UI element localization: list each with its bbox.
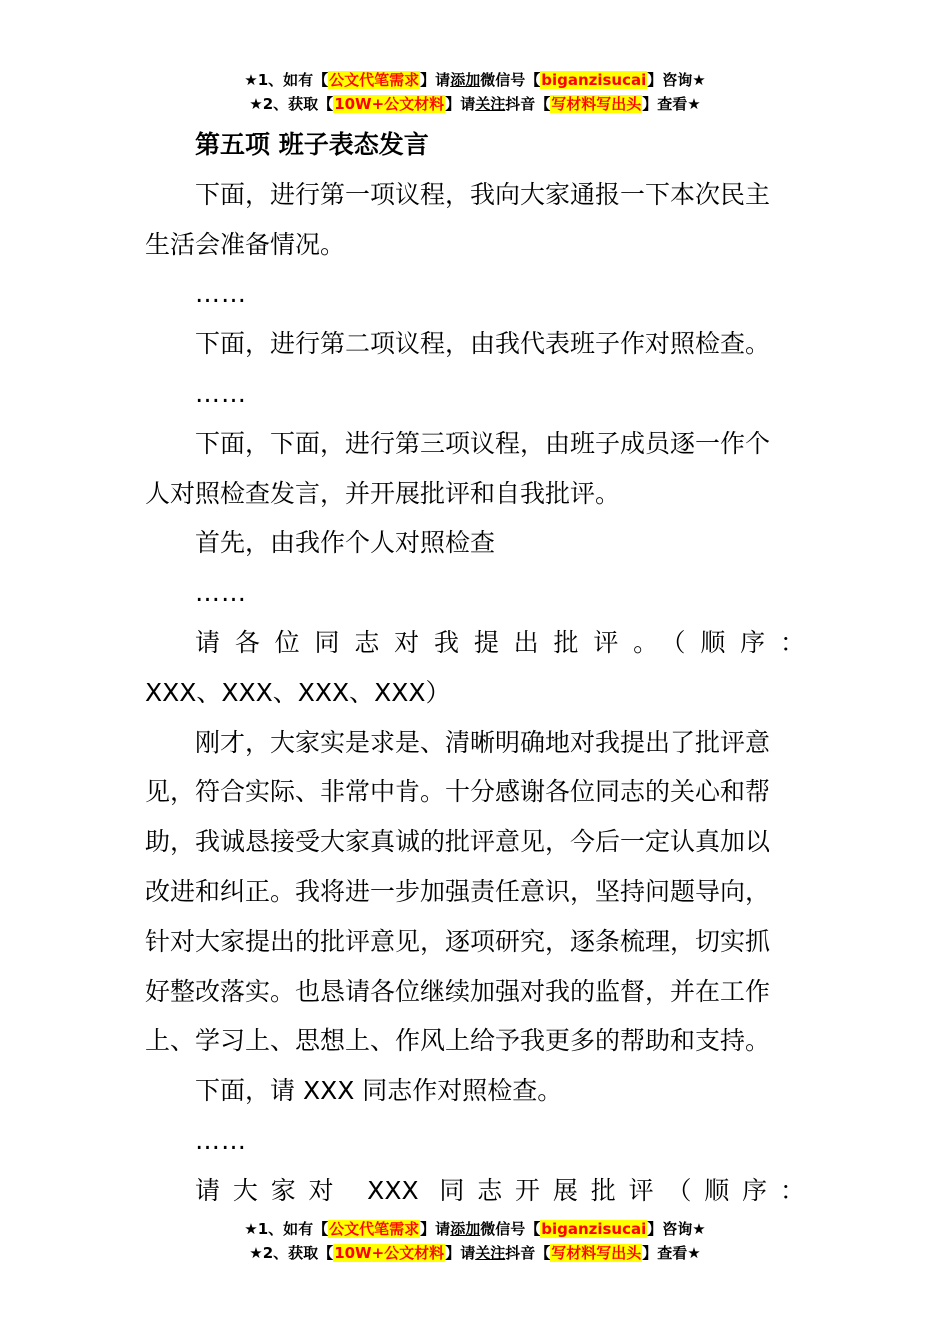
banner-text: ★2、获取【: [249, 1244, 334, 1262]
banner-highlight: 10W+公文材料: [334, 95, 445, 113]
paragraph-line: 见，符合实际、非常中肯。十分感谢各位同志的关心和帮: [145, 777, 771, 807]
banner-underlined: 添加: [450, 1220, 481, 1238]
banner-text: 】查看★: [642, 95, 701, 113]
banner-text: 抖音【: [505, 1244, 551, 1262]
banner-text: 】请: [445, 95, 476, 113]
banner-text: 】请: [420, 71, 451, 89]
ellipsis: ……: [195, 279, 247, 309]
banner-highlight: 公文代笔需求: [329, 1220, 420, 1238]
banner-highlight: 10W+公文材料: [334, 1244, 445, 1262]
banner-underlined: 关注: [475, 1244, 506, 1262]
paragraph-line: 下面，进行第一项议程，我向大家通报一下本次民主: [195, 179, 771, 209]
banner-text: 】请: [420, 1220, 451, 1238]
document-body: [145, 120, 805, 1216]
banner-text: 】查看★: [642, 1244, 701, 1262]
footer-banner: [0, 1217, 950, 1265]
banner-highlight: biganzisucai: [541, 71, 647, 89]
banner-underlined: 添加: [450, 71, 481, 89]
banner-line-2: [0, 92, 950, 116]
paragraph-line: 改进和纠正。我将进一步加强责任意识，坚持问题导向，: [145, 876, 771, 906]
ellipsis: ……: [195, 1125, 247, 1155]
section-heading: 第五项 班子表态发言: [195, 130, 429, 159]
paragraph-line: 请大家对 XXX 同志开展批评（顺序：: [195, 1175, 805, 1205]
banner-highlight: 公文代笔需求: [329, 71, 420, 89]
banner-text: ★1、如有【: [244, 71, 329, 89]
paragraph-line: 好整改落实。也恳请各位继续加强对我的监督，并在工作: [145, 976, 771, 1006]
paragraph-line: 下面，请 XXX 同志作对照检查。: [195, 1076, 563, 1106]
banner-underlined: 关注: [475, 95, 506, 113]
banner-highlight: 写材料写出头: [551, 1244, 642, 1262]
header-banner: [0, 68, 950, 116]
banner-line-1: [0, 68, 950, 92]
banner-line-1: [0, 1217, 950, 1241]
paragraph-line: 针对大家提出的批评意见，逐项研究，逐条梳理，切实抓: [145, 926, 771, 956]
banner-highlight: 写材料写出头: [551, 95, 642, 113]
banner-text: ★1、如有【: [244, 1220, 329, 1238]
paragraph-line: 助，我诚恳接受大家真诚的批评意见，今后一定认真加以: [145, 827, 771, 857]
banner-line-2: [0, 1241, 950, 1265]
banner-text: 】咨询★: [647, 71, 706, 89]
paragraph-line: 刚才，大家实是求是、清晰明确地对我提出了批评意: [195, 727, 771, 757]
banner-text: 】咨询★: [647, 1220, 706, 1238]
ellipsis: ……: [195, 578, 247, 608]
paragraph-line: XXX、XXX、XXX、XXX）: [145, 677, 451, 707]
paragraph-line: 下面，下面，进行第三项议程，由班子成员逐一作个: [195, 428, 771, 458]
paragraph-line: 下面，进行第二项议程，由我代表班子作对照检查。: [195, 329, 771, 359]
paragraph-line: 上、学习上、思想上、作风上给予我更多的帮助和支持。: [145, 1026, 771, 1056]
banner-text: ★2、获取【: [249, 95, 334, 113]
banner-text: 微信号【: [480, 1220, 541, 1238]
banner-text: 抖音【: [505, 95, 551, 113]
paragraph-line: 首先，由我作个人对照检查: [195, 528, 496, 558]
banner-text: 】请: [445, 1244, 476, 1262]
banner-text: 微信号【: [480, 71, 541, 89]
paragraph-line: 生活会准备情况。: [145, 229, 346, 259]
paragraph-line: 请各位同志对我提出批评。（顺序：: [195, 627, 805, 657]
ellipsis: ……: [195, 378, 247, 408]
paragraph-line: 人对照检查发言，并开展批评和自我批评。: [145, 478, 621, 508]
banner-highlight: biganzisucai: [541, 1220, 647, 1238]
